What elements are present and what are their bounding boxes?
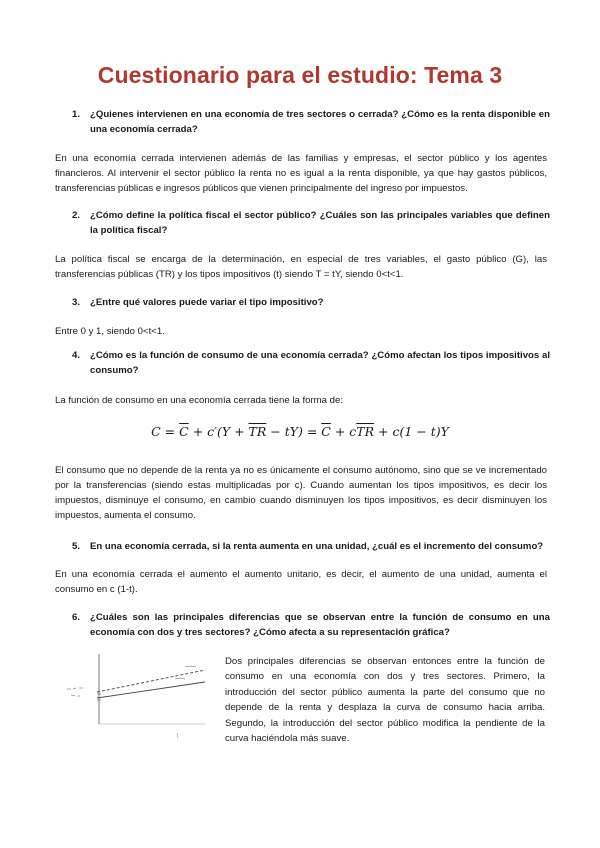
answer-2: La política fiscal se encarga de la determinación, en especial de tres variables, el gasto público (G), las transferencias públicas (TR) y los tipos impositivos (t) siendo T = tY, siendo 0<t<1.	[55, 254, 547, 280]
question-text: ¿Quienes intervienen en una economía de tres sectores o cerrada? ¿Cómo es la renta disponible en una economía cerrada?	[90, 109, 550, 135]
question-6	[72, 611, 550, 640]
question-text: En una economía cerrada, si la renta aumenta en una unidad, ¿cuál es el incremento del consumo?	[90, 541, 544, 552]
consumption-curve-sketch	[57, 648, 207, 740]
answer-4-body: El consumo que no depende de la renta ya no es únicamente el consumo autónomo, sino que se ve incrementado por la transferencias (siendo estas multiplicadas por c). Cuando aumentan los tipos impositivos, es decir los impuestos, disminuye el consumo, en cambio cuando disminuyen los tipos impositivos, es decir disminuyen los impuestos, aumenta el consumo.	[55, 465, 547, 521]
answer-6: Dos principales diferencias se observan entonces entre la función de consumo en una economía con dos y tres sectores. Primero, la introducción del sector público aumenta la parte del consumo que no depende de la renta y desplaza la curva de consumo hacia arriba. Segundo, la introducción del sector público modifica la pendiente de la curva haciéndola más suave.	[225, 656, 545, 745]
question-number: 2.	[72, 210, 81, 221]
answer-3: Entre 0 y 1, siendo 0<t<1.	[55, 326, 165, 337]
question-text: ¿Entre qué valores puede variar el tipo impositivo?	[90, 297, 324, 308]
question-number: 6.	[72, 612, 81, 623]
question-number: 1.	[72, 109, 81, 120]
question-number: 3.	[72, 297, 81, 308]
question-number: 4.	[72, 350, 81, 361]
question-4	[72, 349, 550, 378]
answer-5: En una economía cerrada el aumento el aumento unitario, es decir, el aumento de una unidad, aumenta el consumo en c (1-t).	[55, 569, 547, 595]
answer-4-intro: La función de consumo en una economía cerrada tiene la forma de:	[55, 395, 343, 406]
question-1	[72, 108, 550, 137]
question-3	[72, 296, 550, 311]
answer-1: En una economía cerrada intervienen además de las familias y empresas, el sector público y los agentes financieros. Al intervenir el sector público la renta no es igual a la renta disponible, ya que hay gastos públicos, transferencias públicas e ingresos públicos que vienen principalmente del ingreso por impuestos.	[55, 153, 547, 194]
question-number: 5.	[72, 541, 81, 552]
question-text: ¿Cuáles son las principales diferencias que se observan entre la función de consumo en una economía con dos y tres sectores? ¿Cómo afecta a su representación gráfica?	[90, 612, 550, 638]
question-text: ¿Cómo define la política fiscal el sector público? ¿Cuáles son las principales variables que definen la política fiscal?	[90, 210, 550, 236]
consumption-function-formula: $C = \overline{C} + c'(Y + \overline{TR} - tY) = \overline{C} + c\overline{TR} + c(1 - t)Y$	[151, 424, 449, 439]
question-5	[72, 540, 550, 555]
question-text: ¿Cómo es la función de consumo de una economía cerrada? ¿Cómo afectan los tipos impositivos al consumo?	[90, 350, 550, 376]
document-title: Cuestionario para el estudio: Tema 3	[97, 62, 503, 88]
question-2	[72, 209, 550, 238]
